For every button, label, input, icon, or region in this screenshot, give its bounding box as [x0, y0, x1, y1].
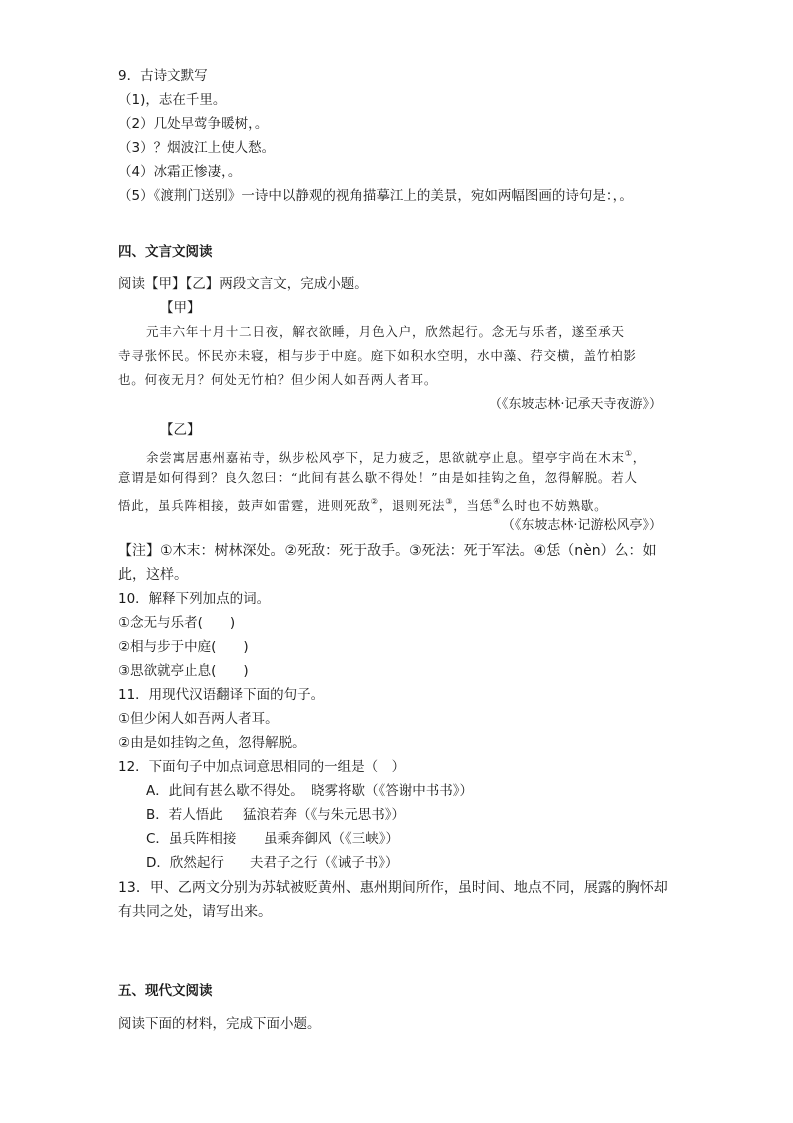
q12-option-d-pair: 夫君子之行（《诫子书》） — [250, 855, 399, 871]
q11-item-1: ①但少闲人如吾两人者耳。 — [118, 711, 279, 727]
note-marker-1: ① — [624, 449, 633, 458]
q12-option-a-sentence: A．此间有甚么歇不得处。 — [146, 783, 304, 799]
note-marker-4: ④ — [493, 497, 502, 506]
passage-jia-source: （《东坡志林·记承天寺夜游》） — [488, 397, 662, 412]
passage-yi-line-3-b: ，退则死法 — [378, 498, 446, 513]
passage-jia-line-3: 也。何夜无月？何处无竹柏？但少闲人如吾两人者耳。 — [118, 372, 438, 387]
q12-option-c — [146, 829, 399, 849]
passage-yi-line-3-a: 悟此，虽兵阵相接，鼓声如雷霆，进则死敌 — [118, 498, 371, 513]
q12-option-b — [146, 805, 405, 825]
q13-line-1: 13．甲、乙两文分别为苏轼被贬黄州、惠州期间所作，虽时间、地点不同，展露的胸怀却 — [118, 880, 668, 896]
section-5-heading: 五、现代文阅读 — [118, 983, 213, 999]
section-5-intro: 阅读下面的材料，完成下面小题。 — [118, 1016, 321, 1032]
passage-yi-line-1 — [146, 444, 646, 468]
q12-option-a — [146, 781, 473, 801]
q12-title: 12．下面句子中加点词意思相同的一组是（ ） — [118, 759, 406, 775]
q9-item-2: （2）几处早莺争暖树，。 — [118, 116, 269, 132]
q9-title: 9．古诗文默写 — [118, 68, 208, 84]
q12-option-c-sentence: C．虽兵阵相接 — [146, 831, 237, 847]
q12-option-b-sentence: B．若人悟此 — [146, 807, 223, 823]
q13-line-2: 有共同之处，请写出来。 — [118, 904, 272, 920]
notes-line-1: 【注】①木末：树林深处。②死敌：死于敌手。③死法：死于军法。④恁（nèn）么：如 — [118, 543, 657, 559]
q9-item-4: （4）冰霜正惨凄，。 — [118, 164, 242, 180]
q12-option-c-pair: 虽乘奔御风（《三峡》） — [264, 831, 399, 847]
q11-item-2: ②由是如挂钩之鱼，忽得解脱。 — [118, 735, 306, 751]
passage-yi-source: （《东坡志林·记游松风亭》） — [501, 518, 662, 533]
q10-title: 10．解释下列加点的词。 — [118, 591, 271, 607]
q9-item-3: （3）？烟波江上使人愁。 — [118, 140, 276, 156]
passage-jia-line-2: 寺寻张怀民。怀民亦未寝，相与步于中庭。庭下如积水空明，水中藻、荇交横，盖竹柏影 — [118, 348, 637, 363]
notes-line-2: 此，这样。 — [118, 567, 188, 583]
q9-item-1: （1)，志在千里。 — [118, 92, 227, 108]
passage-yi-line-2: 意谓是如何得到？良久忽曰：“此间有甚么歇不得处！”由是如挂钩之鱼，忽得解脱。若人 — [118, 470, 638, 485]
passage-yi-line-3-c: ，当恁 — [453, 498, 494, 513]
q12-option-d — [146, 853, 399, 873]
q12-option-b-pair: 猛浪若奔（《与朱元思书》） — [243, 807, 405, 823]
note-marker-3: ③ — [445, 497, 454, 506]
passage-jia-label: 【甲】 — [160, 300, 201, 316]
q11-title: 11．用现代汉语翻译下面的句子。 — [118, 687, 325, 703]
q10-item-3: ③思欲就亭止息( ) — [118, 663, 249, 679]
passage-yi-line-1-end: ， — [632, 450, 647, 465]
section-4-heading: 四、文言文阅读 — [118, 244, 213, 260]
section-4-intro: 阅读【甲】【乙】两段文言文，完成小题。 — [118, 276, 368, 292]
passage-jia-line-1: 元丰六年十月十二日夜，解衣欲睡，月色入户，欣然起行。念无与乐者，遂至承天 — [146, 324, 625, 339]
passage-yi-line-3 — [118, 492, 607, 516]
q12-option-a-pair: 晓雾将歇（《答谢中书书》） — [311, 783, 473, 799]
q9-item-5: （5）《渡荆门送别》一诗中以静观的视角描摹江上的美景，宛如两幅图画的诗句是：，。 — [118, 188, 633, 204]
note-marker-2: ② — [370, 497, 379, 506]
q10-item-1: ①念无与乐者( ) — [118, 615, 236, 631]
q10-item-2: ②相与步于中庭( ) — [118, 639, 249, 655]
passage-yi-line-3-d: 么时也不妨熟歇。 — [501, 498, 608, 513]
passage-yi-label: 【乙】 — [160, 422, 201, 438]
q12-option-d-sentence: D．欣然起行 — [146, 855, 224, 871]
passage-yi-line-1-text: 余尝寓居惠州嘉祐寺，纵步松风亭下，足力疲乏，思欲就亭止息。望亭宇尚在木末 — [146, 450, 625, 465]
